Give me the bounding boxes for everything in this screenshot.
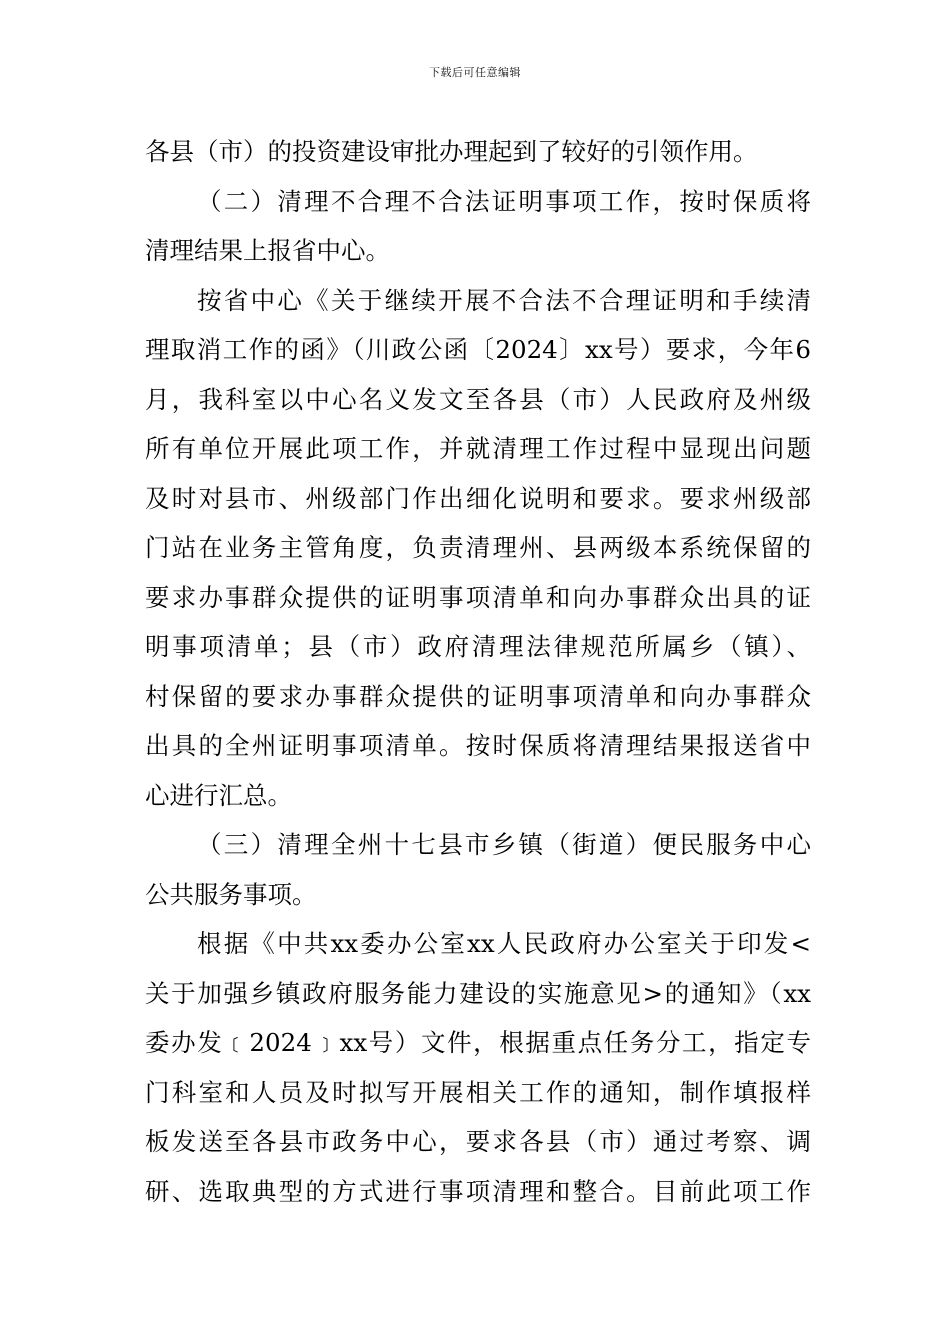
text-line: 明事项清单；县（市）政府清理法律规范所属乡（镇）、 xyxy=(145,632,811,661)
text-line: 门站在业务主管角度，负责清理州、县两级本系统保留的 xyxy=(145,533,811,562)
text-line: 所有单位开展此项工作，并就清理工作过程中显现出问题 xyxy=(145,434,811,463)
text-line: 研、选取典型的方式进行事项清理和整合。目前此项工作 xyxy=(145,1176,811,1206)
text-line: 村保留的要求办事群众提供的证明事项清单和向办事群众 xyxy=(145,681,811,711)
text-line: 委办发﹝2024﹞xx号）文件，根据重点任务分工，指定专 xyxy=(145,1028,811,1057)
text-line: 根据《中共xx委办公室xx人民政府办公室关于印发< xyxy=(197,929,811,958)
text-line: 理取消工作的函》（川政公函〔2024〕xx号）要求，今年6 xyxy=(145,335,811,364)
text-line: 板发送至各县市政务中心，要求各县（市）通过考察、调 xyxy=(145,1127,811,1156)
text-line: 公共服务事项。 xyxy=(145,879,317,909)
page-header: 下载后可任意编辑 xyxy=(429,66,521,79)
document-body xyxy=(145,127,811,1216)
text-line: 清理结果上报省中心。 xyxy=(145,236,390,265)
text-line: 心进行汇总。 xyxy=(145,780,292,810)
text-line: （三）清理全州十七县市乡镇（街道）便民服务中心 xyxy=(197,830,811,859)
text-line: 及时对县市、州级部门作出细化说明和要求。要求州级部 xyxy=(145,483,811,513)
text-line: 月，我科室以中心名义发文至各县（市）人民政府及州级 xyxy=(145,384,811,414)
text-line: 出具的全州证明事项清单。按时保质将清理结果报送省中 xyxy=(145,731,811,760)
text-line: 门科室和人员及时拟写开展相关工作的通知，制作填报样 xyxy=(145,1077,811,1107)
text-line: 关于加强乡镇政府服务能力建设的实施意见>的通知》（xx xyxy=(145,978,811,1008)
text-line: 要求办事群众提供的证明事项清单和向办事群众出具的证 xyxy=(145,582,811,612)
text-line: 按省中心《关于继续开展不合法不合理证明和手续清 xyxy=(197,285,811,315)
text-line: （二）清理不合理不合法证明事项工作，按时保质将 xyxy=(197,186,811,216)
text-line: 各县（市）的投资建设审批办理起到了较好的引领作用。 xyxy=(145,137,758,166)
